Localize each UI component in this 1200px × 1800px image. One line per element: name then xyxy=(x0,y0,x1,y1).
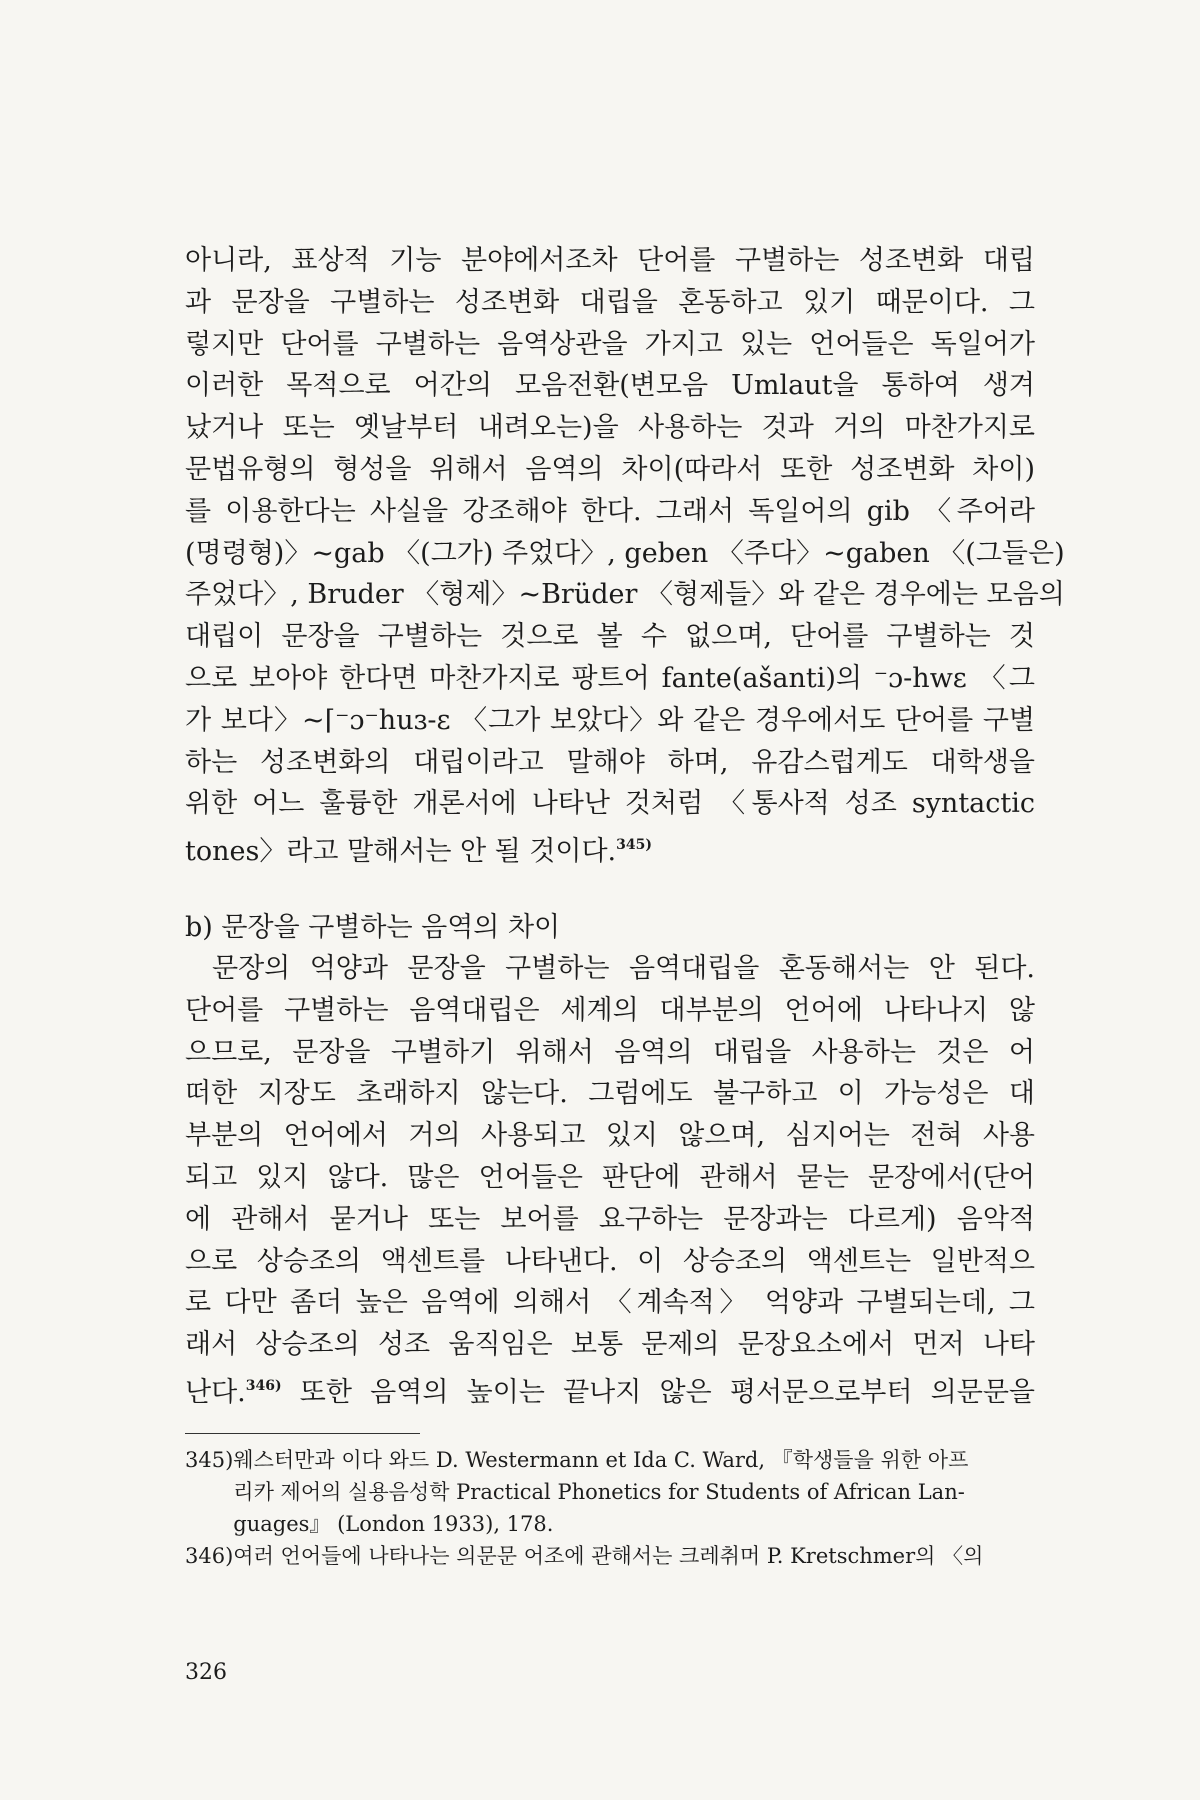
text-line: 문장의 억양과 문장을 구별하는 음역대립을 혼동해서는 안 된다. xyxy=(212,953,1035,984)
text-line: (명령형)〉~gab 〈(그가) 주었다〉, geben 〈주다〉~gaben 〈(그들은) xyxy=(185,537,1065,569)
text-line: 주었다〉, Bruder 〈형제〉~Brüder 〈형제들〉와 같은 경우에는 모음의 xyxy=(185,579,1065,611)
text-line: 부분의 언어에서 거의 사용되고 있지 않으며, 심지어는 전혀 사용 xyxy=(185,1120,1035,1152)
text-line: 이러한 목적으로 어간의 모음전환(변모음 Umlaut을 통하여 생겨 xyxy=(185,370,1035,402)
footnote-line: 리카 제어의 실용음성학 Practical Phonetics for Students of African Lan- xyxy=(233,1480,965,1504)
page-number: 326 xyxy=(185,1660,227,1685)
footnote-ref-345[interactable]: 345) xyxy=(616,837,653,854)
footnote-divider xyxy=(185,1433,420,1434)
paragraph-1 xyxy=(185,240,1065,868)
text-line: 으로 상승조의 액센트를 나타낸다. 이 상승조의 액센트는 일반적으 xyxy=(185,1245,1035,1277)
text-line: 가 보다〉~⌈⁻ɔ⁻huɜ-ɛ 〈그가 보았다〉와 같은 경우에서도 단어를 구별 xyxy=(185,704,1035,736)
text-line: 떠한 지장도 초래하지 않는다. 그럼에도 불구하고 이 가능성은 대 xyxy=(185,1078,1035,1110)
paragraph-2-end-prefix: 난다. xyxy=(185,1376,246,1408)
text-line: 하는 성조변화의 대립이라고 말해야 하며, 유감스럽게도 대학생을 xyxy=(185,746,1035,778)
footnotes xyxy=(185,1444,1035,1572)
text-line: 으로 보아야 한다면 마찬가지로 팡트어 fante(ašanti)의 ⁻ɔ-hwɛ 〈그 xyxy=(185,662,1035,694)
text-line: 아니라, 표상적 기능 분야에서조차 단어를 구별하는 성조변화 대립 xyxy=(185,245,1035,276)
footnote-ref-346[interactable]: 346) xyxy=(245,1377,282,1394)
paragraph-2-end-suffix: 또한 음역의 높이는 끝나지 않은 평서문으로부터 의문문을 xyxy=(281,1376,1035,1408)
text-line: 과 문장을 구별하는 성조변화 대립을 혼동하고 있기 때문이다. 그 xyxy=(185,286,1035,318)
footnote-text xyxy=(233,1540,1035,1572)
footnote-line: guages』 (London 1933), 178. xyxy=(233,1512,554,1536)
text-line xyxy=(185,825,1035,867)
footnote-text xyxy=(233,1444,1035,1540)
text-line: 래서 상승조의 성조 움직임은 보통 문제의 문장요소에서 먼저 나타 xyxy=(185,1329,1035,1361)
text-line: 대립이 문장을 구별하는 것으로 볼 수 없으며, 단어를 구별하는 것 xyxy=(185,621,1035,653)
text-line: 났거나 또는 옛날부터 내려오는)을 사용하는 것과 거의 마찬가지로 xyxy=(185,412,1035,444)
text-line: 단어를 구별하는 음역대립은 세계의 대부분의 언어에 나타나지 않 xyxy=(185,994,1035,1026)
text-line: 문법유형의 형성을 위해서 음역의 차이(따라서 또한 성조변화 차이) xyxy=(185,453,1035,485)
footnote-line: 여러 언어들에 나타나는 의문문 어조에 관해서는 크레취머 P. Kretschmer의 〈의 xyxy=(233,1544,984,1568)
footnote-number: 345) xyxy=(185,1448,234,1472)
text-line: 로 다만 좀더 높은 음역에 의해서 〈계속적〉 억양과 구별되는데, 그 xyxy=(185,1287,1035,1319)
text-line xyxy=(185,1366,1035,1408)
footnote-346 xyxy=(185,1540,1035,1572)
paragraph-2 xyxy=(185,948,1035,1408)
text-line: 에 관해서 묻거나 또는 보어를 요구하는 문장과는 다르게) 음악적 xyxy=(185,1203,1035,1235)
paragraph-1-end: tones〉라고 말해서는 안 될 것이다. xyxy=(185,836,617,868)
footnote-number: 346) xyxy=(185,1544,234,1568)
text-line: 위한 어느 훌륭한 개론서에 나타난 것처럼 〈통사적 성조 syntactic xyxy=(185,788,1035,820)
text-line: 으므로, 문장을 구별하기 위해서 음역의 대립을 사용하는 것은 어 xyxy=(185,1036,1035,1068)
text-line: 를 이용한다는 사실을 강조해야 한다. 그래서 독일어의 gib 〈주어라 xyxy=(185,495,1035,527)
text-line: 되고 있지 않다. 많은 언어들은 판단에 관해서 묻는 문장에서(단어 xyxy=(185,1161,1035,1193)
footnote-line: 웨스터만과 이다 와드 D. Westermann et Ida C. Ward, 『학생들을 위한 아프 xyxy=(233,1448,969,1472)
text-line: 렇지만 단어를 구별하는 음역상관을 가지고 있는 언어들은 독일어가 xyxy=(185,328,1035,360)
footnote-345 xyxy=(185,1444,1035,1540)
section-heading: b) 문장을 구별하는 음역의 차이 xyxy=(185,912,561,943)
